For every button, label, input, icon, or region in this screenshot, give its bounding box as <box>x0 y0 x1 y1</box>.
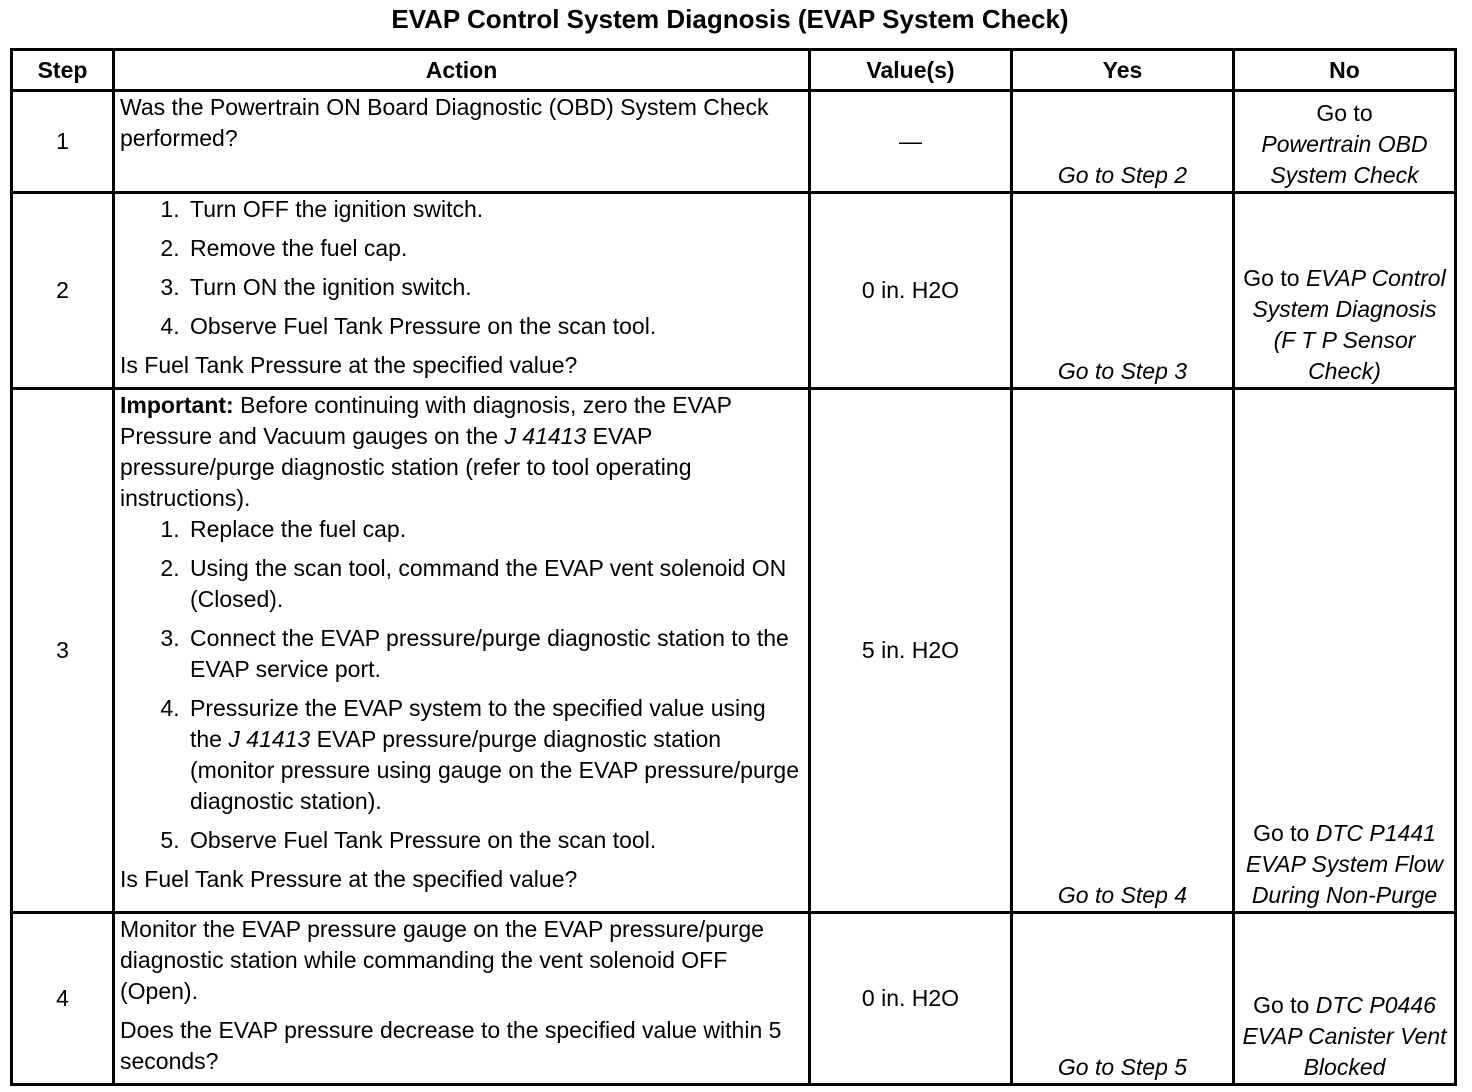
value-cell: 0 in. H2O <box>810 913 1012 1085</box>
action-cell <box>114 91 810 193</box>
question-text: Is Fuel Tank Pressure at the specified value? <box>120 352 578 378</box>
question-text: Does the EVAP pressure decrease to the specified value within 5 seconds? <box>120 1017 782 1074</box>
action-text: Monitor the EVAP pressure gauge on the EVAP pressure/purge diagnostic station while commanding the vent solenoid OFF (Open). <box>120 916 764 1004</box>
action-cell <box>114 193 810 389</box>
no-reference: DTC P1441 EVAP System Flow During Non-Purge <box>1245 820 1444 908</box>
no-reference: DTC P0446 EVAP Canister Vent Blocked <box>1242 992 1447 1080</box>
step-number: 1 <box>12 91 114 193</box>
tool-number: J 41413 <box>504 423 587 449</box>
table-row <box>12 193 1456 389</box>
item-text: EVAP pressure/purge diagnostic station (monitor pressure using gauge on the EVAP pressure/purge diagnostic station). <box>190 726 800 814</box>
no-prefix: Go to <box>1253 992 1310 1018</box>
important-text: EVAP pressure/purge diagnostic station (refer to tool operating instructions). <box>120 423 692 511</box>
no-cell <box>1234 193 1456 389</box>
procedure-list <box>120 194 803 342</box>
yes-cell: Go to Step 2 <box>1012 91 1234 193</box>
step-number: 2 <box>12 193 114 389</box>
header-step: Step <box>12 50 114 91</box>
list-item: 3. Connect the EVAP pressure/purge diagnostic station to the EVAP service port. <box>186 623 803 685</box>
value-cell: 5 in. H2O <box>810 389 1012 913</box>
list-item: 2. Using the scan tool, command the EVAP vent solenoid ON (Closed). <box>186 553 803 615</box>
no-prefix: Go to <box>1253 820 1310 846</box>
action-cell <box>114 913 810 1085</box>
page-title: EVAP Control System Diagnosis (EVAP System Check) <box>391 4 1069 34</box>
list-item: 1. Turn OFF the ignition switch. <box>186 194 803 225</box>
step-number: 4 <box>12 913 114 1085</box>
list-item: 1. Replace the fuel cap. <box>186 514 803 545</box>
no-cell <box>1234 389 1456 913</box>
header-row <box>12 50 1456 91</box>
tool-number: J 41413 <box>228 726 311 752</box>
step-number: 3 <box>12 389 114 913</box>
action-cell <box>114 389 810 913</box>
table-row <box>12 913 1456 1085</box>
header-no: No <box>1234 50 1456 91</box>
list-item: 4. Observe Fuel Tank Pressure on the scan tool. <box>186 311 803 342</box>
list-item: 2. Remove the fuel cap. <box>186 233 803 264</box>
list-item <box>186 693 803 817</box>
table-row <box>12 91 1456 193</box>
no-reference: EVAP Control System Diagnosis (F T P Sensor Check) <box>1252 265 1446 384</box>
action-text: Was the Powertrain ON Board Diagnostic (OBD) System Check performed? <box>120 94 769 151</box>
yes-cell: Go to Step 5 <box>1012 913 1234 1085</box>
no-cell <box>1234 913 1456 1085</box>
value-cell: 0 in. H2O <box>810 193 1012 389</box>
important-text: Before continuing with diagnosis, zero the EVAP Pressure and Vacuum gauges on the <box>120 392 732 449</box>
diagnosis-table <box>10 48 1457 1086</box>
important-label: Important: <box>120 392 234 418</box>
no-prefix: Go to <box>1243 265 1300 291</box>
no-cell <box>1234 91 1456 193</box>
procedure-list <box>120 514 803 856</box>
header-action: Action <box>114 50 810 91</box>
table-row <box>12 389 1456 913</box>
important-note <box>120 390 803 514</box>
value-cell: — <box>810 91 1012 193</box>
question-text: Is Fuel Tank Pressure at the specified value? <box>120 866 578 892</box>
no-prefix: Go to <box>1316 100 1373 126</box>
yes-cell: Go to Step 4 <box>1012 389 1234 913</box>
header-yes: Yes <box>1012 50 1234 91</box>
yes-cell: Go to Step 3 <box>1012 193 1234 389</box>
item-text: Pressurize the EVAP system to the specified value using the <box>190 695 766 752</box>
list-item: 3. Turn ON the ignition switch. <box>186 272 803 303</box>
list-item: 5. Observe Fuel Tank Pressure on the scan tool. <box>186 825 803 856</box>
header-values: Value(s) <box>810 50 1012 91</box>
no-reference: Powertrain OBD System Check <box>1261 131 1428 188</box>
